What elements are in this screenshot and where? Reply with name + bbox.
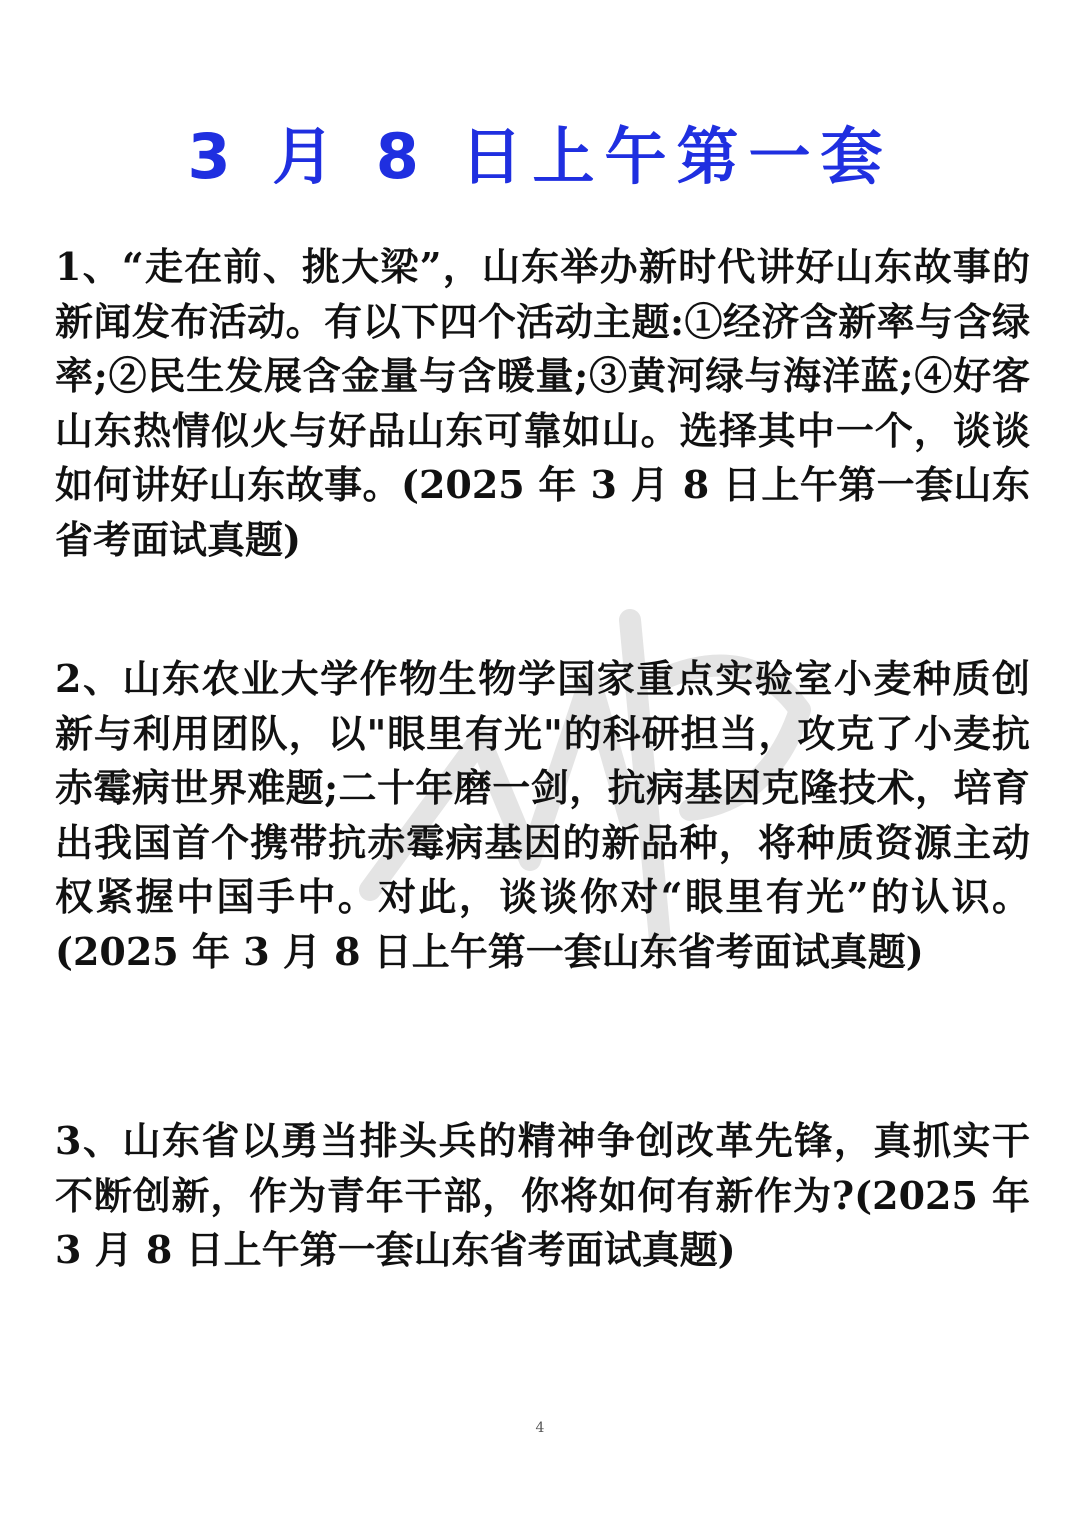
- question-3: 3、山东省以勇当排头兵的精神争创改革先锋，真抓实干不断创新，作为青年干部，你将如何有新作为?(2025 年 3 月 8 日上午第一套山东省考面试真题): [55, 1118, 1030, 1272]
- page-number: 4: [535, 1420, 545, 1436]
- question-2: 2、山东农业大学作物生物学国家重点实验室小麦种质创新与利用团队，以"眼里有光"的科研担当，攻克了小麦抗赤霉病世界难题;二十年磨一剑，抗病基因克隆技术，培育出我国首个携带抗赤霉病基因的新品种，将种质资源主动权紧握中国手中。对此，谈谈你对“眼里有光”的认识。(2025 年 3 月 8 日上午第一套山东省考面试真题): [55, 656, 1030, 974]
- question-1: 1、“走在前、挑大梁”，山东举办新时代讲好山东故事的新闻发布活动。有以下四个活动主题:①经济含新率与含绿率;②民生发展含金量与含暖量;③黄河绿与海洋蓝;④好客山东热情似火与好品山东可靠如山。选择其中一个，谈谈如何讲好山东故事。(2025 年 3 月 8 日上午第一套山东省考面试真题): [55, 244, 1030, 562]
- page-title: 3 月 8 日上午第一套: [187, 120, 893, 193]
